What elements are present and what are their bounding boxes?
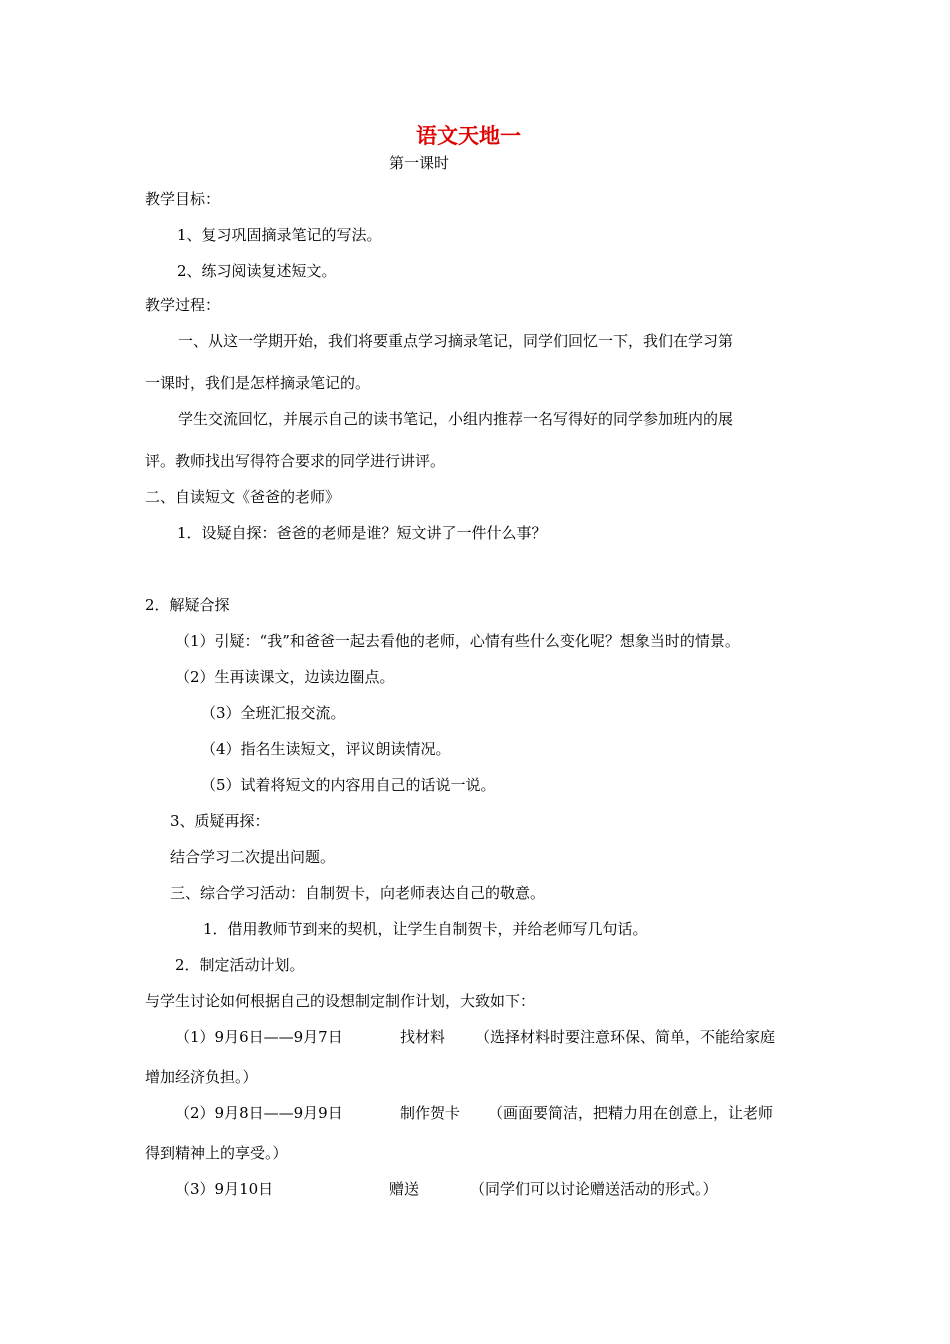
plan-task: 制作贺卡	[400, 1104, 461, 1122]
lesson-subtitle: 第一课时	[389, 154, 450, 172]
step-item: 3、质疑再探：	[170, 812, 270, 830]
paragraph-line: 学生交流回忆，并展示自己的读书笔记，小组内推荐一名写得好的同学参加班内的展	[178, 410, 734, 428]
document-title: 语文天地一	[416, 123, 521, 148]
step-item: 2．制定活动计划。	[175, 956, 305, 974]
paragraph-line: 得到精神上的享受。）	[145, 1144, 288, 1162]
section-heading-goals: 教学目标：	[145, 190, 221, 208]
sub-step-item: （1）引疑：“我”和爸爸一起去看他的老师，心情有些什么变化呢？想象当时的情景。	[175, 632, 740, 650]
plan-date: （3）9月10日	[175, 1180, 274, 1198]
sub-step-item: （4）指名生读短文，评议朗读情况。	[201, 740, 451, 758]
paragraph-line: 与学生讨论如何根据自己的设想制定制作计划，大致如下：	[145, 992, 536, 1010]
step-item: 2．解疑合探	[145, 596, 230, 614]
plan-note: （画面要简洁，把精力用在创意上，让老师	[488, 1104, 774, 1122]
plan-task: 赠送	[389, 1180, 420, 1198]
sub-step-item: （2）生再读课文，边读边圈点。	[175, 668, 395, 686]
plan-date: （1）9月6日——9月7日	[175, 1028, 343, 1046]
plan-date: （2）9月8日——9月9日	[175, 1104, 343, 1122]
goal-item-1: 1、复习巩固摘录笔记的写法。	[177, 226, 382, 244]
section-heading-reading: 二、自读短文《爸爸的老师》	[145, 488, 341, 506]
step-item: 1．借用教师节到来的契机，让学生自制贺卡，并给老师写几句话。	[203, 920, 648, 938]
sub-step-item: （5）试着将短文的内容用自己的话说一说。	[201, 776, 496, 794]
paragraph-line: 一课时，我们是怎样摘录笔记的。	[145, 374, 371, 392]
plan-task: 找材料	[400, 1028, 446, 1046]
goal-item-2: 2、练习阅读复述短文。	[177, 262, 337, 280]
sub-step-item: （3）全班汇报交流。	[201, 704, 346, 722]
paragraph-line: 一、从这一学期开始，我们将要重点学习摘录笔记，同学们回忆一下，我们在学习第	[178, 332, 734, 350]
plan-note: （选择材料时要注意环保、简单，不能给家庭	[475, 1028, 776, 1046]
section-heading-process: 教学过程：	[145, 296, 221, 314]
plan-note: （同学们可以讨论赠送活动的形式。）	[470, 1180, 718, 1198]
step-item: 1．设疑自探：爸爸的老师是谁？短文讲了一件什么事？	[177, 524, 547, 542]
paragraph-line: 增加经济负担。）	[145, 1068, 258, 1086]
paragraph-line: 结合学习二次提出问题。	[170, 848, 336, 866]
section-heading-activity: 三、综合学习活动：自制贺卡，向老师表达自己的敬意。	[170, 884, 546, 902]
paragraph-line: 评。教师找出写得符合要求的同学进行讲评。	[145, 452, 446, 470]
